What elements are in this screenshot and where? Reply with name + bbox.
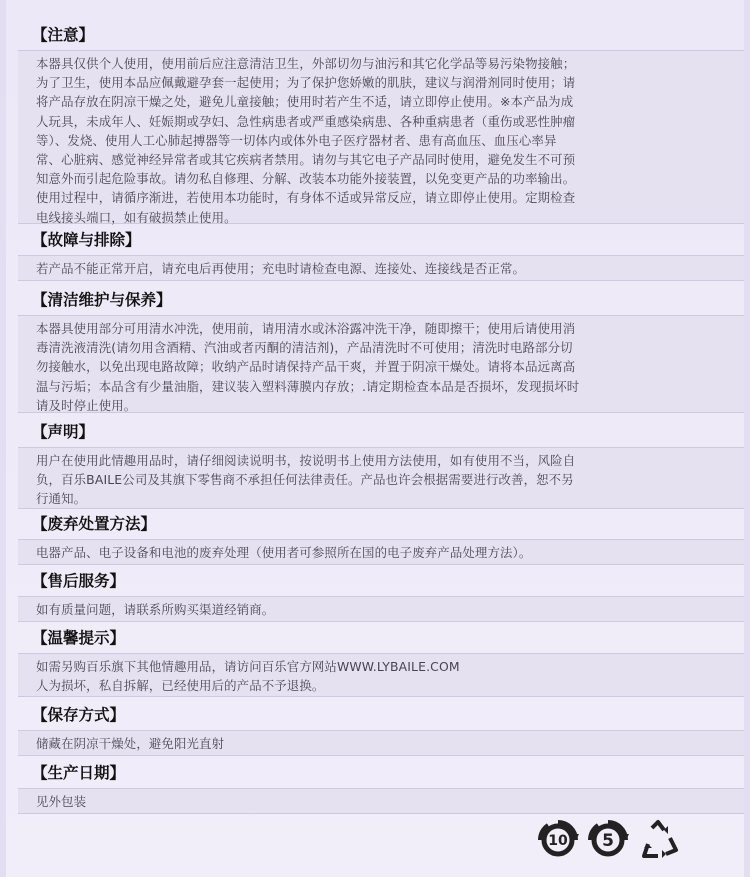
text-line: 用户在使用此情趣用品时，请仔细阅读说明书，按说明书上使用方法使用，如有使用不当，风险自 [36, 453, 576, 468]
text-line: 等）、发烧、使用人工心肺起搏器等一切体内或体外电子医疗器材者、患有高血压、血压心率异 [36, 132, 557, 148]
epup-10-icon [536, 818, 580, 862]
text-line: 电线接头端口，如有破损禁止使用。 [36, 209, 237, 225]
section-title: 【注意】 [32, 26, 95, 44]
text-line: 如有质量问题，请联系所购买渠道经销商。 [36, 602, 275, 617]
text-line: 将产品存放在阴凉干燥之处，避免儿童接触；使用时若产生不适，请立即停止使用。※本产品为成 [36, 94, 574, 110]
section-storage [18, 704, 744, 756]
text-line: 本器具使用部分可用清水冲洗，使用前，请用清水或沐浴露冲洗干净，随即擦干；使用后请使用消 [36, 321, 576, 336]
section-disposal [18, 513, 744, 565]
section-body [18, 447, 744, 509]
text-line: 见外包装 [36, 794, 87, 809]
section-title: 【清洁维护与保养】 [32, 291, 172, 309]
section-title: 【温馨提示】 [32, 629, 126, 647]
section-cleaning [18, 289, 744, 413]
section-disclaimer [18, 421, 744, 509]
section-body [18, 255, 744, 281]
text-line: 使用过程中，请循序渐进，若使用本功能时，有身体不适或异常反应，请立即停止使用。定期检查 [36, 190, 576, 206]
section-production-date [18, 762, 744, 814]
section-body [18, 50, 744, 224]
section-troubleshooting [18, 229, 744, 281]
section-body [18, 596, 744, 622]
text-line: 为了卫生，使用本品应佩戴避孕套一起使用；为了保护您娇嫩的肌肤，建议与润滑剂同时使用；请 [36, 75, 576, 91]
text-line: 储藏在阴凉干燥处，避免阳光直射 [36, 736, 225, 751]
text-line: 温与污垢；本品含有少量油脂，建议装入塑料薄膜内存放；.请定期检查本品是否损坏，发现损坏时 [36, 378, 580, 394]
section-title: 【废弃处置方法】 [32, 515, 157, 533]
environmental-icons [536, 818, 680, 862]
section-title: 【售后服务】 [32, 572, 126, 590]
section-body [18, 653, 744, 697]
text-line: 常、心脏病、感觉神经异常者或其它疾病者禁用。请勿与其它电子产品同时使用，避免发生不可预 [36, 152, 576, 168]
text-line: 若产品不能正常开启，请充电后再使用；充电时请检查电源、连接处、连接线是否正常。 [36, 261, 526, 276]
section-title: 【故障与排除】 [32, 231, 141, 249]
text-line: 知意外而引起危险事故。请勿私自修理、分解、改装本功能外接装置，以免变更产品的功率输出。 [36, 171, 576, 187]
text-line: 行通知。 [36, 491, 87, 507]
text-line: 勿接触水，以免出现电路故障；收纳产品时请保持产品干爽，并置于阴凉干燥处。请将本品远离高 [36, 359, 576, 375]
text-line: 人为损坏，私自拆解，已经使用后的产品不予退换。 [36, 678, 325, 694]
text-line: 电器产品、电子设备和电池的废弃处理（使用者可参照所在国的电子废弃产品处理方法）。 [36, 545, 532, 560]
section-title: 【生产日期】 [32, 764, 126, 782]
text-line: 本器具仅供个人使用，使用前后应注意清洁卫生，外部切勿与油污和其它化学品等易污染物接触； [36, 56, 576, 71]
section-title: 【声明】 [32, 423, 95, 441]
section-body [18, 315, 744, 413]
text-line: 如需另购百乐旗下其他情趣用品，请访问百乐官方网站WWW.LYBAILE.COM [36, 659, 460, 674]
recycle-icon [636, 818, 680, 862]
text-line: 人玩具，未成年人、妊娠期或孕妇、急性病患者或严重感染病患、各种重病患者（重伤或恶性肿瘤 [36, 113, 576, 129]
text-line: 毒清洗液清洗(请勿用含酒精、汽油或者丙酮的清洁剂)，产品清洗时不可使用；清洗时电路部分切 [36, 340, 573, 356]
text-line: 请及时停止使用。 [36, 397, 137, 413]
section-after-sales [18, 570, 744, 622]
section-caution [18, 24, 744, 224]
text-line: 负，百乐BAILE公司及其旗下零售商不承担任何法律责任。产品也许会根据需要进行改善，恕不另 [36, 472, 574, 488]
epup-5-icon [586, 818, 630, 862]
epup-10-label: 10 [548, 833, 568, 849]
epup-5-label: 5 [602, 831, 614, 851]
section-body [18, 730, 744, 756]
section-body [18, 788, 744, 814]
section-tips [18, 627, 744, 697]
section-title: 【保存方式】 [32, 706, 126, 724]
section-body [18, 539, 744, 565]
